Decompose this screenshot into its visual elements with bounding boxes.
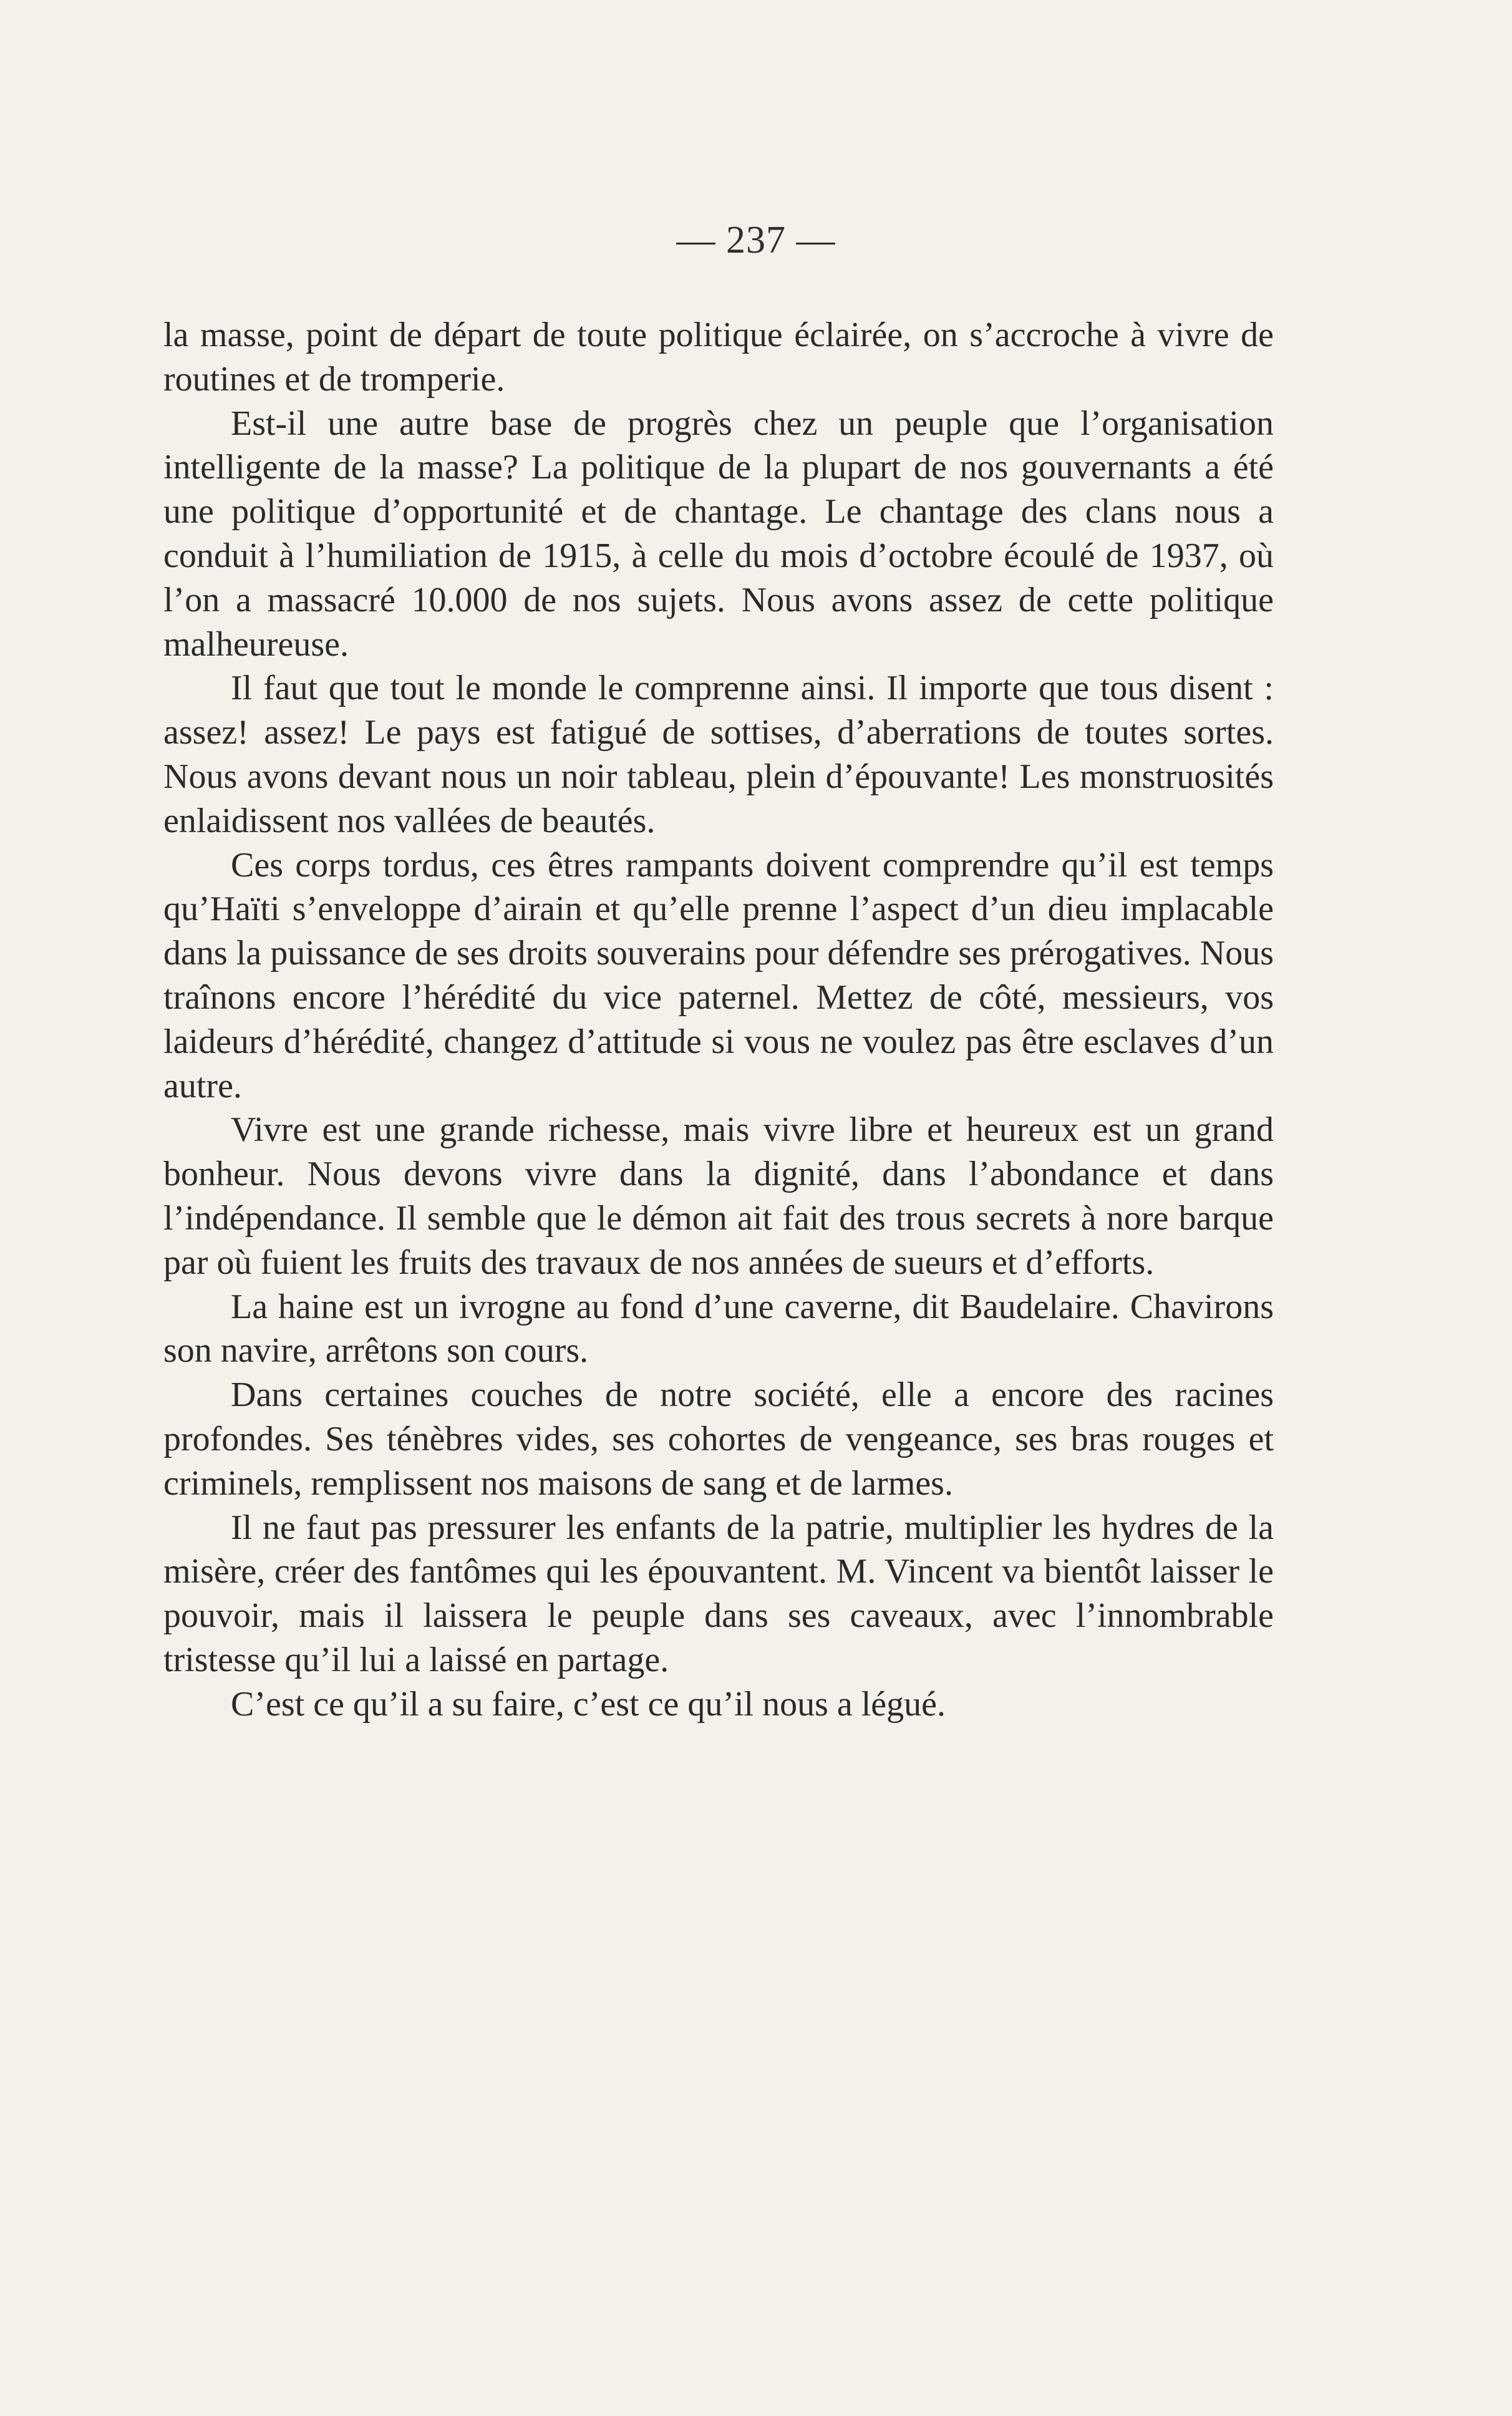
paragraph: Il ne faut pas pressurer les enfants de la patrie, multiplier les hydres de la misère, créer des fantômes qui les épouvantent. M. Vincent va bientôt laisser le pouvoir, mais il laissera le peuple dans ses caveaux, avec l’innombrable tristesse qu’il lui a laissé en partage. — [163, 1508, 1274, 1679]
paragraph: Dans certaines couches de notre société, elle a encore des racines profondes. Ses ténèbres vides, ses cohortes de vengeance, ses bras rouges et criminels, remplissent nos maisons de sang et de larmes. — [163, 1375, 1274, 1503]
paragraph: Ces corps tordus, ces êtres rampants doivent comprendre qu’il est temps qu’Haïti s’enveloppe d’airain et qu’elle prenne l’aspect d’un dieu implacable dans la puissance de ses droits souverains pour défendre ses prérogatives. Nous traînons encore l’hérédité du vice paternel. Mettez de côté, messieurs, vos laideurs d’hérédité, changez d’attitude si vous ne voulez pas être esclaves d’un autre. — [163, 845, 1274, 1105]
paragraph: La haine est un ivrogne au fond d’une caverne, dit Baudelaire. Chavirons son navire, arrêtons son cours. — [163, 1287, 1274, 1371]
paragraph: Vivre est une grande richesse, mais vivre libre et heureux est un grand bonheur. Nous devons vivre dans la dignité, dans l’abondance et dans l’indépendance. Il semble que le démon ait fait des trous secrets à nore barque par où fuient les fruits des travaux de nos années de sueurs et d’efforts. — [163, 1110, 1274, 1282]
body-text — [163, 313, 1274, 1727]
paragraph: C’est ce qu’il a su faire, c’est ce qu’il nous a légué. — [231, 1684, 946, 1724]
paragraph: Il faut que tout le monde le comprenne ainsi. Il importe que tous disent : assez! assez! Le pays est fatigué de sottises, d’aberrations de toutes sortes. Nous avons devant nous un noir tableau, plein d’épouvante! Les monstruosités enlaidissent nos vallées de beautés. — [163, 669, 1274, 840]
paragraph: la masse, point de départ de toute politique éclairée, on s’accroche à vivre de routines et de tromperie. — [163, 316, 1274, 399]
paragraph: Est-il une autre base de progrès chez un peuple que l’organisation intelligente de la masse? La politique de la plupart de nos gouvernants a été une politique d’opportunité et de chantage. Le chantage des clans nous a conduit à l’humiliation de 1915, à celle du mois d’octobre écoulé de 1937, où l’on a massacré 10.000 de nos sujets. Nous avons assez de cette politique malheureuse. — [163, 404, 1274, 664]
page-number: — 237 — — [676, 219, 836, 261]
